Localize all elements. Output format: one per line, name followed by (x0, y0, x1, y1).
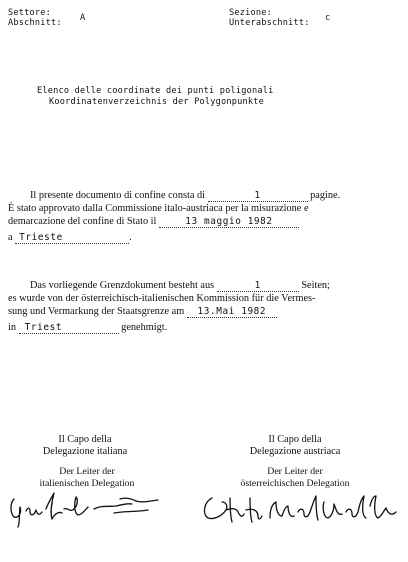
right-handwritten-signature (200, 488, 405, 533)
right-de-line-1: Der Leiter der (267, 466, 323, 477)
left-it-line-2: Delegazione italiana (42, 446, 128, 457)
left-signatory-italian (20, 434, 150, 458)
settore-label: Settore: (8, 8, 51, 18)
italian-line-4-end: . (129, 232, 132, 243)
right-it-line-1: Il Capo della (268, 434, 322, 445)
italian-line-4-a: a (8, 232, 13, 243)
italian-line-1 (30, 190, 340, 202)
german-line-4-a: in (8, 322, 17, 333)
german-line-4 (8, 322, 167, 334)
right-de-line-2: österreichischen Delegation (240, 478, 350, 489)
german-date-value: 13.Mai 1982 (197, 306, 267, 317)
title-german: Koordinatenverzeichnis der Polygonpunkte (49, 97, 264, 107)
right-signatory-italian (225, 434, 365, 458)
german-line-1 (30, 280, 330, 292)
german-line-2: es wurde von der österreichisch-italienischen Kommission für die Vermes- (8, 293, 316, 304)
german-pages-field (217, 281, 299, 292)
italian-line-4 (8, 232, 132, 244)
german-place-value: Triest (24, 322, 63, 333)
left-de-line-1: Der Leiter der (59, 466, 115, 477)
abschnitt-label: Abschnitt: (8, 18, 62, 28)
right-signatory-german (220, 466, 370, 490)
italian-line-1-end: pagine. (310, 190, 341, 201)
german-line-1-text: Das vorliegende Grenzdokument besteht aus (30, 280, 215, 291)
german-date-field (187, 307, 277, 318)
italian-date-field (159, 217, 299, 228)
left-de-line-2: italienischen Delegation (39, 478, 135, 489)
unterabschnitt-label: Unterabschnitt: (229, 18, 310, 28)
italian-line-3 (8, 216, 299, 228)
german-line-4-end: genehmigt. (121, 322, 168, 333)
german-place-field (19, 323, 119, 334)
italian-pages-field (208, 191, 308, 202)
sezione-label: Sezione: (229, 8, 272, 18)
german-pages-value: 1 (254, 280, 261, 291)
german-line-3-text: sung und Vermarkung der Staatsgrenze am (8, 306, 185, 317)
italian-pages-value: 1 (254, 190, 261, 201)
italian-date-value: 13 maggio 1982 (185, 216, 273, 227)
italian-place-field (15, 233, 129, 244)
italian-line-2: È stato approvato dalla Commissione italo-austriaca per la misurazione e (8, 203, 309, 214)
italian-line-1-text: Il presente documento di confine consta di (30, 190, 205, 201)
left-handwritten-signature (8, 485, 173, 530)
right-it-line-2: Delegazione austriaca (249, 446, 341, 457)
italian-place-value: Trieste (19, 232, 63, 243)
title-italian: Elenco delle coordinate dei punti poligonali (37, 86, 274, 96)
left-it-line-1: Il Capo della (58, 434, 112, 445)
settore-value: A (80, 13, 86, 23)
german-line-1-end: Seiten; (301, 280, 330, 291)
sezione-value: c (325, 13, 331, 23)
italian-line-3-text: demarcazione del confine di Stato il (8, 216, 157, 227)
german-line-3 (8, 306, 277, 318)
